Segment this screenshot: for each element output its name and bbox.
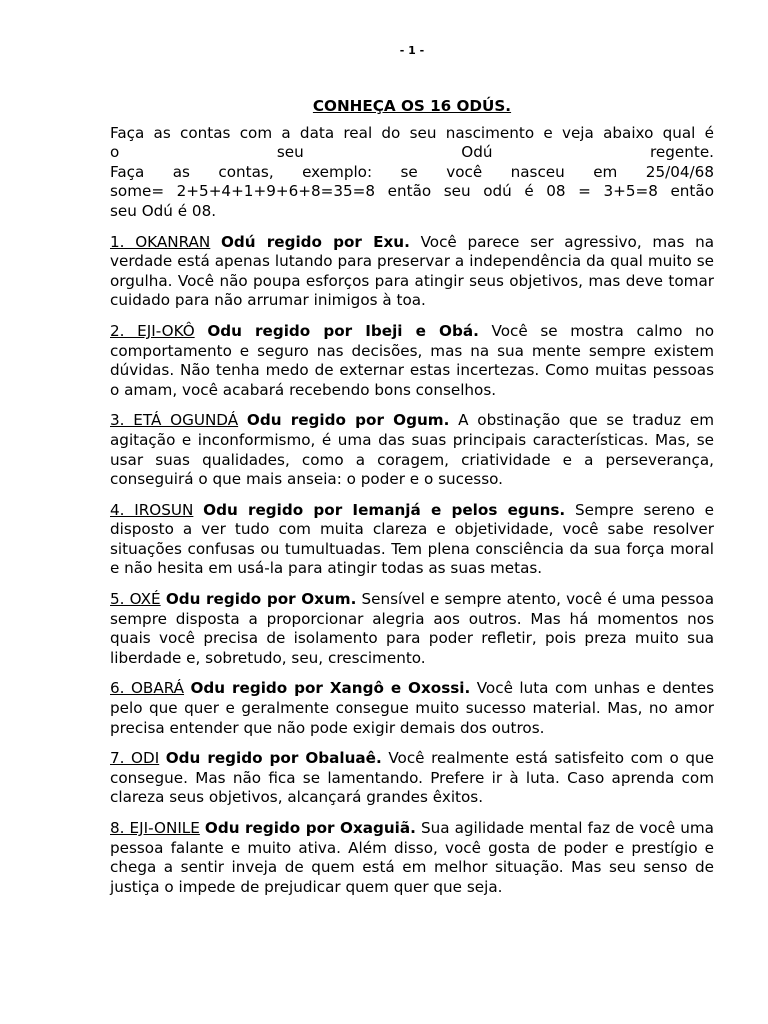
odu-description: Você se mostra calmo no comportamento e seguro nas decisões, mas na sua mente sempre existem dúvidas. Não tenha medo de externar estas incertezas. Como muitas pessoas o amam, você acabará recebendo bons conselhos. (110, 321, 715, 399)
odu-entry (110, 411, 714, 489)
odu-name: 6. OBARÁ (110, 679, 185, 698)
odu-entry (110, 322, 714, 400)
page-title: CONHEÇA OS 16 ODÚS. (312, 97, 512, 115)
odu-entry (110, 679, 714, 738)
odu-name: 8. EJI-ONILE (110, 819, 200, 837)
odu-name: 1. OKANRAN (110, 232, 211, 251)
odu-ruler: Odu regido por Xangô e Oxossi. (190, 679, 471, 698)
intro-line: Faça as contas, exemplo: se você nasceu em 25/04/68 (110, 162, 714, 181)
intro-line: some= 2+5+4+1+9+6+8=35=8 então seu odú é 08 = 3+5=8 então (110, 182, 714, 201)
odu-entry (110, 233, 714, 311)
odu-name: 5. OXÉ (110, 590, 161, 609)
intro-line: o seu Odú regente. (110, 143, 714, 162)
odu-ruler: Odú regido por Exu. (221, 232, 410, 251)
odu-name: 2. EJI-OKÔ (110, 321, 195, 340)
document-page (110, 44, 714, 908)
odu-ruler: Odu regido por Ibeji e Obá. (207, 321, 479, 340)
page-number: - 1 - (399, 44, 425, 57)
intro-line: Faça as contas com a data real do seu nascimento e veja abaixo qual é (110, 123, 714, 142)
odu-ruler: Odu regido por Oxaguiã. (204, 819, 416, 837)
odu-ruler: Odu regido por Iemanjá e pelos eguns. (203, 500, 566, 519)
odu-ruler: Odu regido por Ogum. (246, 411, 450, 430)
odu-ruler: Odu regido por Oxum. (165, 590, 357, 609)
odu-name: 7. ODI (110, 749, 160, 768)
odu-description: Sempre sereno e disposto a ver tudo com muita clareza e objetividade, você sabe resolver situações confusas ou tumultuadas. Tem plena consciência da sua força moral e não hesita em usá-la para atingir todas as suas metas. (110, 500, 715, 578)
intro-line: seu Odú é 08. (110, 201, 217, 220)
odu-ruler: Odu regido por Obaluaê. (165, 749, 382, 768)
odu-entry (110, 590, 714, 668)
odu-entry (110, 819, 714, 897)
odu-name: 3. ETÁ OGUNDÁ (110, 411, 239, 430)
odu-description: Você parece ser agressivo, mas na verdade está apenas lutando para preservar a independência da qual muito se orgulha. Você não poupa esforços para atingir seus objetivos, mas deve tomar cuidado para não arrumar inimigos à toa. (110, 232, 715, 310)
odu-entry (110, 749, 714, 808)
odu-description: Sensível e sempre atento, você é uma pessoa sempre disposta a proporcionar alegria aos outros. Mas há momentos nos quais você precisa de isolamento para poder refletir, pois preza muito sua liberdade e, sobretudo, seu, crescimento. (110, 590, 715, 667)
odu-description: Você luta com unhas e dentes pelo que quer e geralmente consegue muito sucesso material. Mas, no amor precisa entender que não pode exigir demais dos outros. (110, 679, 715, 737)
odu-entry (110, 501, 714, 579)
odu-name: 4. IROSUN (110, 500, 194, 519)
odu-description: Sua agilidade mental faz de você uma pessoa falante e muito ativa. Além disso, você gosta de poder e prestígio e chega a sentir inveja de quem está em melhor situação. Mas seu senso de justiça o impede de prejudicar quem quer que seja. (110, 819, 714, 896)
odu-description: Você realmente está satisfeito com o que consegue. Mas não fica se lamentando. Prefere ir à luta. Caso aprenda com clareza seus objetivos, alcançará grandes êxitos. (110, 749, 715, 807)
intro-paragraph (110, 124, 714, 222)
odu-description: A obstinação que se traduz em agitação e inconformismo, é uma das suas principais características. Mas, se usar suas qualidades, como a coragem, criatividade e a perseverança, conseguirá o que mais anseia: o poder e o sucesso. (110, 411, 715, 489)
